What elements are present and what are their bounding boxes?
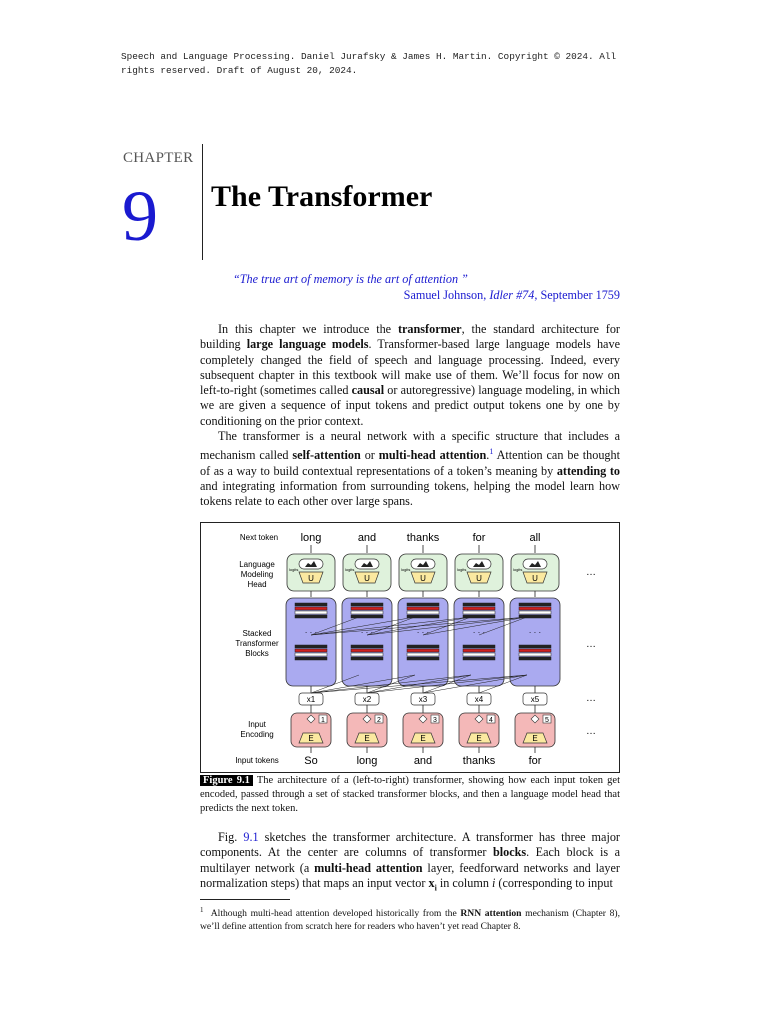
continuation-ellipsis: … (586, 639, 596, 650)
layer-bar (407, 611, 439, 614)
logits-label: logits (289, 567, 299, 572)
header-note: Speech and Language Processing. Daniel Jurafsky & James H. Martin. Copyright © 2024. All rights reserved. Draft of August 20, 2024. (121, 51, 617, 76)
layer-ellipsis: · · · (472, 628, 486, 637)
embedding-letter: E (420, 734, 426, 743)
continuation-ellipsis: … (586, 567, 596, 578)
logits-label: logits (457, 567, 467, 572)
layer-ellipsis: · · · (416, 628, 430, 637)
layer-ellipsis: · · · (528, 628, 542, 637)
layer-bar (407, 649, 439, 652)
embedding-letter: E (308, 734, 314, 743)
layer-bar (351, 649, 383, 652)
layer-bar (351, 657, 383, 660)
figure-caption (200, 774, 620, 816)
embedding-letter: E (532, 734, 538, 743)
row-label-next-token: Next token (239, 533, 279, 542)
input-token-label: thanks (462, 755, 496, 767)
layer-bar (295, 645, 327, 648)
unembedding-letter: U (476, 574, 482, 583)
layer-bar (351, 611, 383, 614)
layer-bar (519, 657, 551, 660)
unembedding-letter: U (420, 574, 426, 583)
layer-bar (295, 611, 327, 614)
continuation-ellipsis: … (586, 693, 596, 704)
paragraph-2: The transformer is a neural network with a specific structure that includes a mechanism called self-attention or multi-head attention.$^1$ Attention can be thought of as a way to build contextual representations of a token’s meaning by attending to and integrating information from surrounding tokens, helping the model learn how tokens relate to each other over large spans. (200, 429, 621, 509)
unembedding-letter: U (532, 574, 538, 583)
footnote-ref[interactable]: 1 (489, 447, 494, 457)
embedding-letter: E (476, 734, 482, 743)
layer-bar (519, 607, 551, 610)
layer-bar (407, 603, 439, 606)
chapter-label: CHAPTER (123, 150, 194, 166)
figure-label: Figure 9.1 (200, 775, 253, 786)
unembedding-letter: U (364, 574, 370, 583)
layer-bar (295, 615, 327, 618)
row-label-input-encoding: Input (248, 720, 266, 729)
layer-bar (463, 653, 495, 656)
position-number: 5 (545, 717, 549, 724)
x-vector-label: x1 (306, 695, 316, 704)
row-label-lm-head: Head (247, 580, 267, 589)
chapter-number: 9 (122, 176, 158, 256)
row-label-input-encoding: Encoding (240, 730, 274, 739)
intro-section (200, 322, 620, 510)
x-vector-label: x2 (362, 695, 372, 704)
layer-ellipsis: · · · (360, 628, 374, 637)
section-2 (200, 830, 620, 896)
chapter-divider (202, 144, 203, 260)
softmax-icon (355, 559, 379, 569)
input-token-label: for (528, 755, 542, 767)
layer-bar (295, 653, 327, 656)
layer-bar (407, 657, 439, 660)
next-token-label: and (357, 532, 377, 544)
next-token-label: long (300, 532, 322, 544)
embedding-letter: E (364, 734, 370, 743)
position-number: 1 (321, 717, 325, 724)
position-number: 4 (489, 717, 493, 724)
logits-label: logits (345, 567, 355, 572)
layer-ellipsis: · · · (304, 628, 318, 637)
paragraph-1: In this chapter we introduce the transformer, the standard architecture for building large language models. Transformer-based large language models have completely changed the field of speech and language processing. Indeed, every subsequent chapter in this textbook will make use of them. We’ll focus for now on left-to-right (sometimes called causal or autoregressive) language modeling, in which we are given a sequence of input tokens and predict output tokens one by one by conditioning on the prior context. (200, 322, 620, 428)
figure-9-1 (200, 522, 620, 773)
x-vector-label: x3 (418, 695, 428, 704)
chapter-title: The Transformer (211, 180, 433, 213)
transformer-diagram (201, 523, 621, 774)
logits-label: logits (401, 567, 411, 572)
epigraph-work: Idler #74 (489, 287, 535, 302)
position-number: 3 (433, 717, 437, 724)
input-token-label: So (304, 755, 318, 767)
input-token-label: and (413, 755, 433, 767)
epigraph-author: Samuel Johnson, (403, 287, 490, 302)
layer-bar (295, 603, 327, 606)
layer-bar (351, 653, 383, 656)
layer-bar (351, 603, 383, 606)
softmax-icon (411, 559, 435, 569)
footnote-1: $^1$ Although multi-head attention developed historically from the RNN attention mechanism (Chapter 8), we’ll define attention from scratch here for readers who haven’t yet read Chapter 8. (200, 906, 620, 933)
layer-bar (463, 645, 495, 648)
layer-bar (295, 607, 327, 610)
layer-bar (407, 653, 439, 656)
unembedding-letter: U (308, 574, 314, 583)
x-vector-label: x4 (474, 695, 484, 704)
footnote-divider (200, 899, 290, 900)
next-token-label: for (472, 532, 486, 544)
row-label-stacked: Blocks (245, 649, 269, 658)
layer-bar (463, 607, 495, 610)
layer-bar (519, 653, 551, 656)
layer-bar (407, 645, 439, 648)
layer-bar (463, 649, 495, 652)
layer-bar (407, 607, 439, 610)
position-number: 2 (377, 717, 381, 724)
row-label-stacked: Transformer (235, 639, 279, 648)
logits-label: logits (513, 567, 523, 572)
continuation-ellipsis: … (586, 726, 596, 737)
softmax-icon (467, 559, 491, 569)
row-label-stacked: Stacked (242, 629, 272, 638)
row-label-input-tokens: Input tokens (235, 756, 279, 765)
layer-bar (295, 657, 327, 660)
layer-bar (351, 607, 383, 610)
layer-bar (295, 649, 327, 652)
epigraph-quote: “The true art of memory is the art of attention ” (233, 272, 468, 286)
next-token-label: all (529, 532, 541, 544)
caption-text: The architecture of a (left-to-right) transformer, showing how each input token get encoded, passed through a set of stacked transformer blocks, and then a language model head that predicts the next token. (200, 775, 620, 814)
epigraph-date: , September 1759 (534, 287, 620, 302)
layer-bar (519, 645, 551, 648)
row-label-lm-head: Language (239, 560, 275, 569)
layer-bar (519, 603, 551, 606)
softmax-icon (523, 559, 547, 569)
row-label-lm-head: Modeling (240, 570, 274, 579)
layer-bar (519, 649, 551, 652)
epigraph (200, 272, 620, 303)
x-vector-label: x5 (530, 695, 540, 704)
input-token-label: long (356, 755, 378, 767)
layer-bar (463, 611, 495, 614)
next-token-label: thanks (406, 532, 440, 544)
layer-bar (463, 657, 495, 660)
softmax-icon (299, 559, 323, 569)
layer-bar (351, 645, 383, 648)
figure-ref-link[interactable]: 9.1 (243, 830, 259, 844)
epigraph-attribution (200, 288, 620, 304)
layer-bar (463, 603, 495, 606)
layer-bar (351, 615, 383, 618)
paragraph-3: Fig. 9.1 sketches the transformer architecture. A transformer has three major components. At the center are columns of transformer blocks. Each block is a multilayer network (a multi-head attention layer, feedforward networks and layer normalization steps) that maps an input vector $x_i$ in column i (corresponding to input (200, 830, 620, 893)
layer-bar (519, 611, 551, 614)
